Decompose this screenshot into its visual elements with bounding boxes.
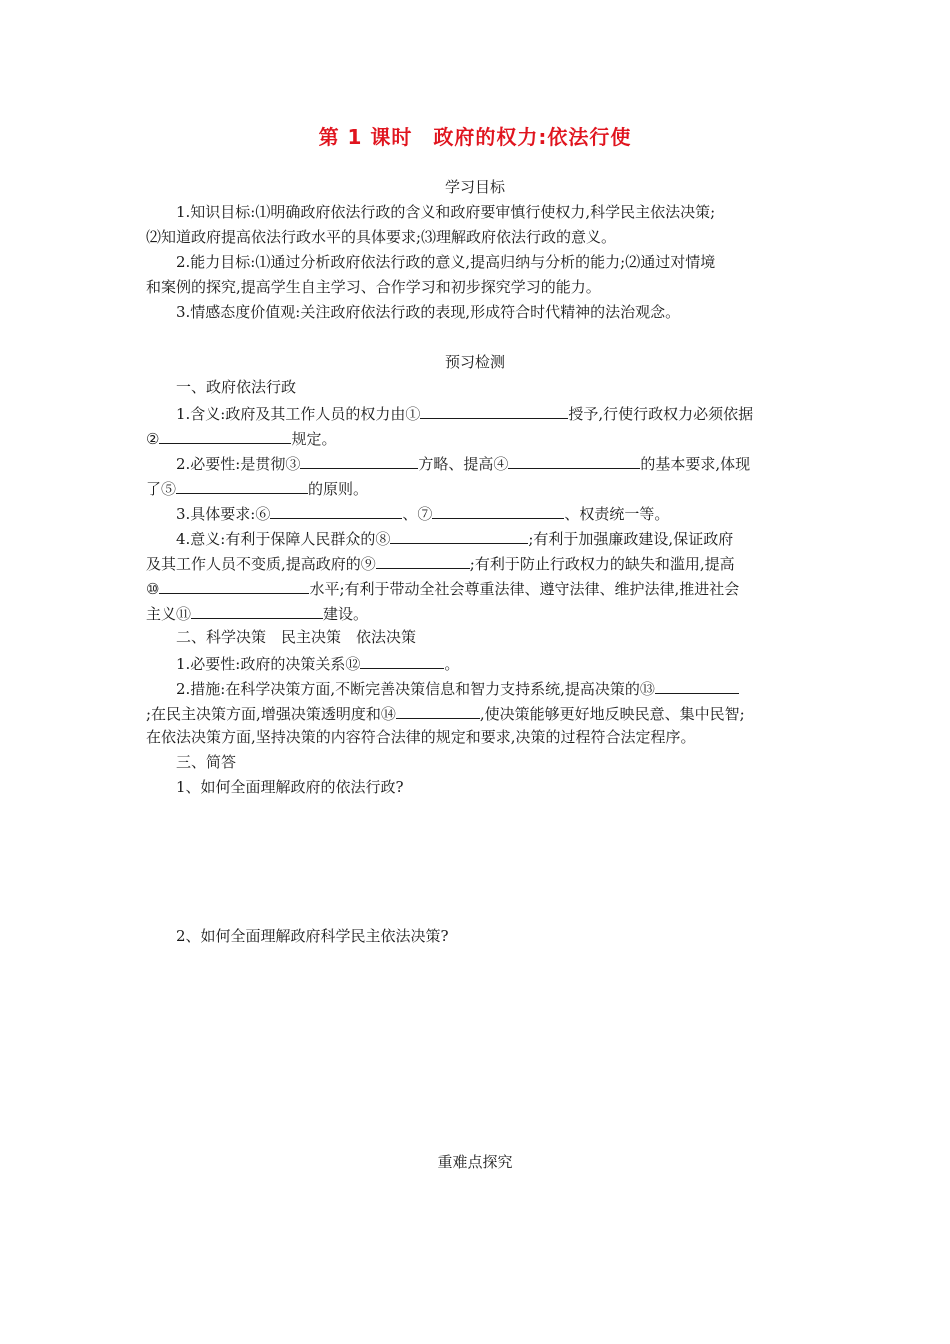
blank-13[interactable] (655, 677, 739, 694)
blank-6[interactable] (270, 502, 402, 519)
goal-2-line-1: 2.能力目标:⑴通过分析政府依法行政的意义,提高归纳与分析的能力;⑵通过对情境 (176, 253, 716, 271)
goal-2-line-2: 和案例的探究,提高学生自主学习、合作学习和初步探究学习的能力。 (146, 278, 601, 296)
goal-1-line-2: ⑵知道政府提高依法行政水平的具体要求;⑶理解政府依法行政的意义。 (146, 228, 617, 246)
decision-measures-line-1: 2.措施:在科学决策方面,不断完善决策信息和智力支持系统,提高决策的⑬ (176, 677, 846, 699)
blank-11[interactable] (191, 602, 323, 619)
decision-measures-line-3: 在依法决策方面,坚持决策的内容符合法律的规定和要求,决策的过程符合法定程序。 (146, 728, 696, 746)
section-3-heading: 三、简答 (176, 753, 237, 771)
key-difficulties-heading: 重难点探究 (437, 1153, 513, 1171)
blank-3[interactable] (300, 452, 418, 469)
blank-5[interactable] (176, 477, 308, 494)
goal-3-line: 3.情感态度价值观:关注政府依法行政的表现,形成符合时代精神的法治观念。 (176, 303, 681, 321)
section-2-heading: 二、科学决策 民主决策 依法决策 (176, 628, 417, 646)
item-requirements-line: 3.具体要求:⑥ 、⑦ 、权责统一等。 (176, 502, 846, 524)
blank-1[interactable] (420, 402, 568, 419)
short-answer-question-2: 2、如何全面理解政府科学民主依法决策? (176, 927, 449, 945)
item-meaning-line-2: ② 规定。 (146, 427, 816, 449)
item-necessity-line-2: 了⑤ 的原则。 (146, 477, 816, 499)
blank-10[interactable] (159, 577, 309, 594)
goal-1-line-1: 1.知识目标:⑴明确政府依法行政的含义和政府要审慎行使权力,科学民主依法决策; (176, 203, 716, 221)
item-significance-line-3: ⑩ 水平;有利于带动全社会尊重法律、遵守法律、维护法律,推进社会 (146, 577, 816, 599)
decision-necessity-line: 1.必要性:政府的决策关系⑫ 。 (176, 652, 846, 674)
decision-measures-line-2: ;在民主决策方面,增强决策透明度和⑭ ,使决策能够更好地反映民意、集中民智; (146, 702, 816, 724)
learning-goals-heading: 学习目标 (444, 178, 505, 196)
blank-2[interactable] (159, 427, 291, 444)
short-answer-question-1: 1、如何全面理解政府的依法行政? (176, 778, 404, 796)
page-title: 第 1 课时 政府的权力:依法行使 (318, 125, 632, 149)
blank-8[interactable] (390, 527, 528, 544)
item-meaning-line-1: 1.含义:政府及其工作人员的权力由① 授予,行使行政权力必须依据 (176, 402, 846, 424)
item-significance-line-2: 及其工作人员不变质,提高政府的⑨ ;有利于防止行政权力的缺失和滥用,提高 (146, 552, 816, 574)
blank-4[interactable] (508, 452, 640, 469)
item-significance-line-4: 主义⑪ 建设。 (146, 602, 816, 624)
blank-9[interactable] (376, 552, 470, 569)
blank-12[interactable] (360, 652, 444, 669)
item-significance-line-1: 4.意义:有利于保障人民群众的⑧ ;有利于加强廉政建设,保证政府 (176, 527, 846, 549)
item-necessity-line-1: 2.必要性:是贯彻③ 方略、提高④ 的基本要求,体现 (176, 452, 846, 474)
section-1-heading: 一、政府依法行政 (176, 378, 297, 396)
preview-check-heading: 预习检测 (444, 353, 505, 371)
blank-7[interactable] (432, 502, 564, 519)
blank-14[interactable] (396, 702, 480, 719)
